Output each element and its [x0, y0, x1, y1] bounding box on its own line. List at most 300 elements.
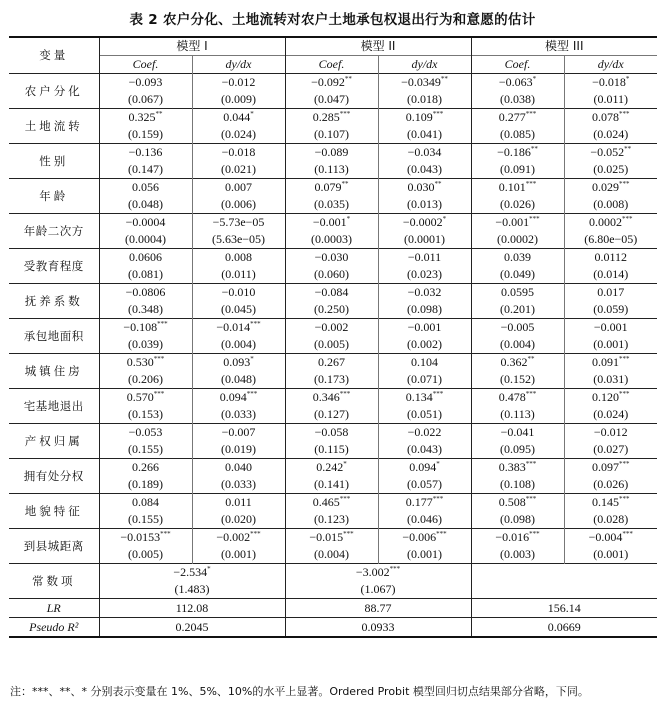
- cell-value: 0.104: [411, 355, 439, 369]
- significance-stars: ***: [622, 530, 633, 538]
- cell-value: 0.079: [314, 180, 342, 194]
- cell-se: (0.033): [192, 476, 285, 494]
- row-label: 年龄: [9, 179, 99, 214]
- cell-value: −0.0002: [402, 215, 443, 229]
- cell-se: (1.483): [99, 581, 285, 599]
- cell-value: −0.015: [309, 530, 344, 544]
- cell-value: −0.012: [221, 75, 256, 89]
- cell-se: (0.067): [99, 91, 192, 109]
- cell-value: −0.058: [314, 425, 349, 439]
- significance-stars: ***: [339, 495, 351, 503]
- variable-se-row: [9, 91, 657, 109]
- variable-row: [9, 214, 657, 232]
- model-1-header: 模型 I: [99, 37, 285, 56]
- cell-coef: [378, 109, 471, 127]
- cell-coef: [564, 249, 657, 267]
- cell-se: (0.155): [99, 441, 192, 459]
- significance-stars: **: [440, 75, 448, 83]
- row-label: 性别: [9, 144, 99, 179]
- significance-stars: **: [527, 355, 535, 363]
- cell-coef: [564, 494, 657, 512]
- variable-se-row: [9, 231, 657, 249]
- cell-value: 0.093: [223, 355, 251, 369]
- cell-coef: [564, 529, 657, 547]
- regression-table: [9, 36, 657, 638]
- cell-value: −5.73e−05: [212, 215, 265, 229]
- cell-se: (0.009): [192, 91, 285, 109]
- variable-row: [9, 389, 657, 407]
- significance-stars: ***: [246, 390, 258, 398]
- cell-value: 0.266: [132, 460, 159, 474]
- cell-coef: [99, 109, 192, 127]
- cell-se: (0.348): [99, 301, 192, 319]
- cell-value: −2.534: [173, 565, 208, 579]
- cell-value: −0.030: [314, 250, 349, 264]
- cell-se: (0.113): [285, 161, 378, 179]
- row-label: Pseudo R²: [9, 618, 99, 638]
- cell-coef: [564, 284, 657, 302]
- row-label: LR: [9, 599, 99, 618]
- significance-stars: *: [532, 75, 537, 83]
- cell-se: (0.059): [564, 301, 657, 319]
- significance-stars: ***: [525, 460, 537, 468]
- cell-se: (0.026): [564, 476, 657, 494]
- cell-value: 0.0112: [594, 250, 628, 264]
- cell-coef: [285, 424, 378, 442]
- cell-value: −3.002: [355, 565, 390, 579]
- cell-se: (0.031): [564, 371, 657, 389]
- cell-coef: [471, 319, 564, 337]
- header-row-subcols: [9, 56, 657, 74]
- model-2-header: 模型 II: [285, 37, 471, 56]
- cell-coef: [564, 354, 657, 372]
- cell-se: (0.021): [192, 161, 285, 179]
- cell-se: (0.020): [192, 511, 285, 529]
- cell-se: (0.051): [378, 406, 471, 424]
- significance-stars: ***: [389, 565, 401, 573]
- subcol-header: Coef.: [471, 56, 564, 74]
- variable-row: [9, 284, 657, 302]
- significance-stars: ***: [619, 110, 630, 118]
- significance-stars: *: [625, 75, 630, 83]
- cell-coef: [471, 529, 564, 547]
- significance-stars: ***: [525, 180, 537, 188]
- cell-se: (0.004): [471, 336, 564, 354]
- significance-stars: **: [155, 110, 163, 118]
- cell-value: 0.084: [132, 495, 159, 509]
- header-row-models: [9, 37, 657, 56]
- cell-se: (0.024): [192, 126, 285, 144]
- cell-se: (0.0004): [99, 231, 192, 249]
- cell-coef: [99, 354, 192, 372]
- cell-value: −0.108: [123, 320, 158, 334]
- significance-stars: ***: [432, 495, 444, 503]
- cell-value: 0.530: [126, 355, 154, 369]
- cell-coef: [99, 179, 192, 197]
- variable-se-row: [9, 161, 657, 179]
- significance-stars: ***: [525, 110, 537, 118]
- cell-value: −0.002: [314, 320, 349, 334]
- cell-coef: [378, 459, 471, 477]
- cell-se: (0.011): [192, 266, 285, 284]
- cell-value: 0.325: [128, 110, 156, 124]
- variable-header: 变量: [9, 37, 99, 74]
- cell-se: (0.005): [285, 336, 378, 354]
- cell-coef: [378, 529, 471, 547]
- cell-se: (0.0001): [378, 231, 471, 249]
- cell-value: −0.001: [407, 320, 442, 334]
- cell-value: −0.032: [407, 285, 442, 299]
- significance-stars: ***: [529, 215, 540, 223]
- significance-stars: ***: [339, 390, 351, 398]
- cell-value: 0.242: [316, 460, 344, 474]
- subcol-header: dy/dx: [192, 56, 285, 74]
- cell-se: (0.155): [99, 511, 192, 529]
- significance-stars: ***: [250, 320, 261, 328]
- cell-se: (0.107): [285, 126, 378, 144]
- cell-coef: [378, 424, 471, 442]
- variable-row: [9, 249, 657, 267]
- cell-se: (0.018): [378, 91, 471, 109]
- cell-coef: [564, 109, 657, 127]
- cell-se: (0.025): [564, 161, 657, 179]
- cell-se: (0.001): [564, 546, 657, 564]
- significance-stars: ***: [432, 390, 444, 398]
- significance-stars: ***: [525, 390, 537, 398]
- cell-value: 0.145: [592, 495, 620, 509]
- constant-se-row: [9, 581, 657, 599]
- cell-value: −0.010: [221, 285, 256, 299]
- cell-value: 0.040: [225, 460, 252, 474]
- table-body: [9, 74, 657, 638]
- cell-coef: [471, 424, 564, 442]
- cell-se: (0.019): [192, 441, 285, 459]
- cell-coef: [192, 529, 285, 547]
- cell-se: (0.173): [285, 371, 378, 389]
- cell-coef: [99, 389, 192, 407]
- cell-se: (1.067): [285, 581, 471, 599]
- cell-coef: [99, 284, 192, 302]
- variable-row: [9, 74, 657, 92]
- cell-se: (0.206): [99, 371, 192, 389]
- cell-coef: [192, 284, 285, 302]
- cell-value: 0.362: [500, 355, 528, 369]
- cell-empty: [471, 564, 657, 582]
- cell-coef: [285, 249, 378, 267]
- cell-value: 0.044: [223, 110, 251, 124]
- cell-value: 0.570: [126, 390, 154, 404]
- cell-coef: [471, 284, 564, 302]
- cell-coef: [192, 249, 285, 267]
- cell-value: −0.005: [500, 320, 535, 334]
- variable-row: [9, 494, 657, 512]
- cell-se: (0.201): [471, 301, 564, 319]
- cell-coef: [471, 494, 564, 512]
- cell-value: 0.101: [498, 180, 526, 194]
- cell-coef: [564, 389, 657, 407]
- cell-coef: [99, 249, 192, 267]
- cell-value: 0.007: [225, 180, 252, 194]
- row-label: 土地流转: [9, 109, 99, 144]
- cell-value: 0.134: [405, 390, 433, 404]
- variable-row: [9, 109, 657, 127]
- cell-value: 0.383: [498, 460, 526, 474]
- table-note: 注：***、**、* 分别表示变量在 1%、5%、10%的水平上显著。Ordered Probit 模型回归切点结果部分省略，下同。: [10, 685, 589, 698]
- cell-coef: [192, 389, 285, 407]
- significance-stars: ***: [250, 530, 261, 538]
- cell-value: 0.039: [504, 250, 532, 264]
- cell-se: (0.048): [99, 196, 192, 214]
- cell-se: (0.004): [285, 546, 378, 564]
- cell-se: (0.028): [564, 511, 657, 529]
- pseudo-r2-value: 0.0933: [285, 618, 471, 638]
- cell-value: −0.053: [128, 425, 163, 439]
- cell-se: (0.127): [285, 406, 378, 424]
- significance-stars: **: [434, 180, 442, 188]
- cell-se: (0.141): [285, 476, 378, 494]
- cell-se: (0.001): [192, 546, 285, 564]
- cell-coef: [285, 529, 378, 547]
- row-label: 受教育程度: [9, 249, 99, 284]
- cell-value: −0.007: [221, 425, 256, 439]
- cell-se: (0.048): [192, 371, 285, 389]
- cell-value: −0.001: [495, 215, 530, 229]
- lr-value: 156.14: [471, 599, 657, 618]
- cell-se: (0.003): [471, 546, 564, 564]
- cell-coef: [285, 144, 378, 162]
- cell-coef: [192, 179, 285, 197]
- cell-se: (0.060): [285, 266, 378, 284]
- cell-coef: [99, 214, 192, 232]
- cell-coef: [378, 319, 471, 337]
- cell-se: (0.043): [378, 161, 471, 179]
- cell-coef: [99, 319, 192, 337]
- variable-row: [9, 354, 657, 372]
- cell-coef: [471, 389, 564, 407]
- cell-value: 0.0606: [129, 250, 162, 264]
- row-label: 年龄二次方: [9, 214, 99, 249]
- significance-stars: *: [343, 460, 347, 468]
- row-label: 抚养系数: [9, 284, 99, 319]
- cell-value: 0.0002: [589, 215, 623, 229]
- cell-value: −0.0806: [125, 285, 166, 299]
- cell-value: 0.277: [498, 110, 526, 124]
- cell-coef: [192, 144, 285, 162]
- cell-coef: [378, 284, 471, 302]
- cell-value: −0.034: [407, 145, 442, 159]
- cell-se: (0.013): [378, 196, 471, 214]
- cell-value: 0.017: [597, 285, 625, 299]
- cell-coef: [471, 179, 564, 197]
- cell-coef: [285, 179, 378, 197]
- variable-se-row: [9, 511, 657, 529]
- pseudo-r2-value: 0.0669: [471, 618, 657, 638]
- cell-se: (0.113): [471, 406, 564, 424]
- significance-stars: ***: [619, 495, 630, 503]
- cell-value: 0.0595: [501, 285, 535, 299]
- cell-coef: [285, 354, 378, 372]
- cell-value: −0.001: [593, 320, 628, 334]
- subcol-header: dy/dx: [378, 56, 471, 74]
- variable-row: [9, 319, 657, 337]
- cell-value: 0.011: [225, 495, 252, 509]
- significance-stars: ***: [157, 320, 168, 328]
- cell-coef: [285, 459, 378, 477]
- cell-value: −0.002: [216, 530, 251, 544]
- cell-se: (0.039): [99, 336, 192, 354]
- cell-coef: [99, 144, 192, 162]
- cell-coef: [564, 214, 657, 232]
- significance-stars: ***: [622, 215, 633, 223]
- variable-row: [9, 529, 657, 547]
- row-label: 城镇住房: [9, 354, 99, 389]
- significance-stars: **: [341, 180, 349, 188]
- cell-value: −0.006: [402, 530, 437, 544]
- cell-value: 0.056: [132, 180, 159, 194]
- lr-value: 88.77: [285, 599, 471, 618]
- cell-value: −0.016: [495, 530, 530, 544]
- cell-coef: [471, 249, 564, 267]
- cell-coef: [192, 354, 285, 372]
- row-label: 到县城距离: [9, 529, 99, 564]
- cell-se: (0.152): [471, 371, 564, 389]
- cell-value: 0.346: [312, 390, 340, 404]
- cell-coef: [378, 214, 471, 232]
- cell-value: 0.285: [312, 110, 340, 124]
- significance-stars: *: [442, 215, 447, 223]
- cell-se: (0.0002): [471, 231, 564, 249]
- cell-value: 0.177: [405, 495, 433, 509]
- significance-stars: ***: [619, 355, 630, 363]
- cell-se: (0.024): [564, 126, 657, 144]
- cell-value: −0.136: [128, 145, 163, 159]
- cell-coef: [285, 214, 378, 232]
- cell-value: −0.089: [314, 145, 349, 159]
- cell-value: −0.186: [497, 145, 531, 159]
- cell-value: −0.063: [498, 75, 533, 89]
- variable-row: [9, 179, 657, 197]
- cell-coef: [192, 109, 285, 127]
- cell-value: −0.022: [407, 425, 442, 439]
- pseudo-r2-value: 0.2045: [99, 618, 285, 638]
- cell-coef: [192, 424, 285, 442]
- subcol-header: dy/dx: [564, 56, 657, 74]
- cell-se: (0.001): [378, 546, 471, 564]
- variable-se-row: [9, 371, 657, 389]
- cell-se: (0.047): [285, 91, 378, 109]
- cell-se: (0.041): [378, 126, 471, 144]
- significance-stars: ***: [619, 180, 630, 188]
- cell-se: (0.123): [285, 511, 378, 529]
- significance-stars: ***: [153, 390, 165, 398]
- cell-se: (0.049): [471, 266, 564, 284]
- cell-value: −0.011: [407, 250, 442, 264]
- cell-value: 0.097: [592, 460, 620, 474]
- cell-value: 0.120: [592, 390, 620, 404]
- cell-se: (0.0003): [285, 231, 378, 249]
- cell-se: (0.098): [378, 301, 471, 319]
- cell-coef: [378, 389, 471, 407]
- cell-se: (0.091): [471, 161, 564, 179]
- significance-stars: ***: [160, 530, 171, 538]
- significance-stars: ***: [436, 530, 447, 538]
- cell-coef: [192, 459, 285, 477]
- variable-se-row: [9, 476, 657, 494]
- cell-se: (0.026): [471, 196, 564, 214]
- cell-se: (0.081): [99, 266, 192, 284]
- significance-stars: ***: [529, 530, 540, 538]
- cell-value: 0.465: [312, 495, 340, 509]
- cell-se: (0.023): [378, 266, 471, 284]
- cell-coef: [285, 74, 378, 92]
- cell-value: −0.012: [593, 425, 628, 439]
- constant-row: [9, 564, 657, 582]
- cell-se: (0.027): [564, 441, 657, 459]
- cell-value: 0.094: [409, 460, 437, 474]
- cell-se: (0.071): [378, 371, 471, 389]
- cell-coef: [378, 354, 471, 372]
- cell-se: (0.095): [471, 441, 564, 459]
- cell-se: (0.011): [564, 91, 657, 109]
- cell-value: 0.109: [405, 110, 433, 124]
- significance-stars: *: [346, 215, 351, 223]
- cell-coef: [99, 564, 285, 582]
- cell-value: −0.018: [221, 145, 256, 159]
- cell-coef: [99, 494, 192, 512]
- cell-coef: [378, 144, 471, 162]
- cell-coef: [564, 74, 657, 92]
- cell-coef: [285, 494, 378, 512]
- cell-se: (0.115): [285, 441, 378, 459]
- cell-empty: [471, 581, 657, 599]
- cell-se: (0.043): [378, 441, 471, 459]
- lr-row: [9, 599, 657, 618]
- lr-value: 112.08: [99, 599, 285, 618]
- cell-se: (0.085): [471, 126, 564, 144]
- cell-value: 0.478: [498, 390, 526, 404]
- significance-stars: ***: [525, 495, 537, 503]
- cell-coef: [99, 424, 192, 442]
- cell-coef: [564, 144, 657, 162]
- cell-value: −0.014: [216, 320, 251, 334]
- cell-se: (0.098): [471, 511, 564, 529]
- cell-coef: [471, 144, 564, 162]
- cell-coef: [285, 319, 378, 337]
- cell-coef: [192, 494, 285, 512]
- cell-value: 0.029: [592, 180, 620, 194]
- cell-coef: [99, 74, 192, 92]
- variable-se-row: [9, 301, 657, 319]
- variable-se-row: [9, 126, 657, 144]
- cell-coef: [192, 319, 285, 337]
- cell-se: (0.006): [192, 196, 285, 214]
- cell-coef: [564, 424, 657, 442]
- cell-value: 0.508: [498, 495, 526, 509]
- variable-se-row: [9, 441, 657, 459]
- cell-se: (0.024): [564, 406, 657, 424]
- variable-se-row: [9, 266, 657, 284]
- cell-coef: [192, 214, 285, 232]
- pseudo-r2-row: [9, 618, 657, 638]
- cell-coef: [378, 74, 471, 92]
- significance-stars: *: [207, 565, 211, 573]
- cell-coef: [471, 109, 564, 127]
- table-title: 表 2 农户分化、土地流转对农户土地承包权退出行为和意愿的估计: [129, 12, 536, 28]
- cell-coef: [471, 214, 564, 232]
- significance-stars: ***: [432, 110, 444, 118]
- row-label: 承包地面积: [9, 319, 99, 354]
- cell-se: (0.153): [99, 406, 192, 424]
